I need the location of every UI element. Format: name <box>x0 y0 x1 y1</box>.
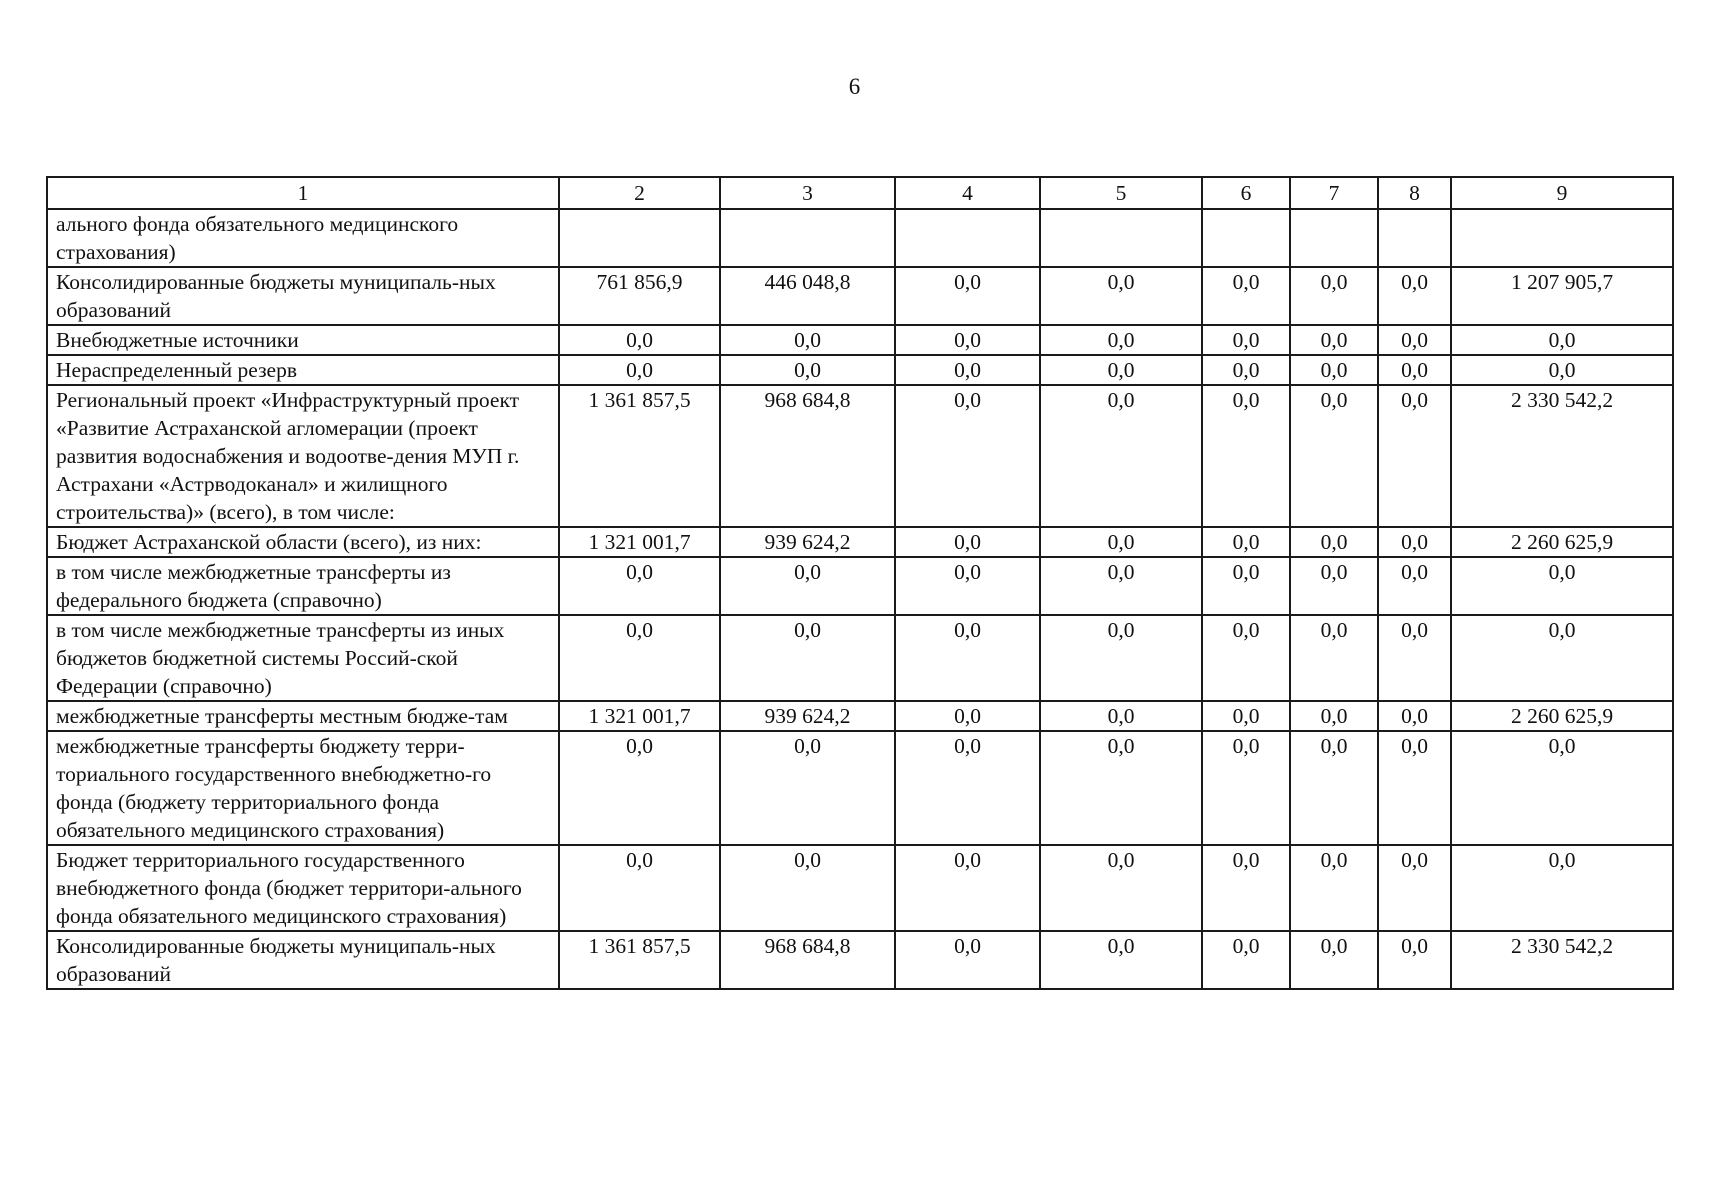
value-cell-col-3: 446 048,8 <box>720 267 895 325</box>
value-cell-col-9: 2 260 625,9 <box>1451 701 1673 731</box>
table-row <box>47 931 1673 989</box>
value-cell-col-2: 0,0 <box>559 731 720 845</box>
value-cell-col-5: 0,0 <box>1040 355 1202 385</box>
value-cell-col-7: 0,0 <box>1290 615 1378 701</box>
column-header: 9 <box>1451 177 1673 209</box>
budget-table <box>46 176 1674 990</box>
table-row <box>47 731 1673 845</box>
value-cell-col-7: 0,0 <box>1290 731 1378 845</box>
table-row <box>47 355 1673 385</box>
value-cell-col-4: 0,0 <box>895 385 1040 527</box>
row-label: межбюджетные трансферты бюджету терри-ториального государственного внебюджетно-го фонда (бюджету территориального фонда обязательного медицинского страхования) <box>47 731 559 845</box>
value-cell-col-9: 2 260 625,9 <box>1451 527 1673 557</box>
row-label: в том числе межбюджетные трансферты из федерального бюджета (справочно) <box>47 557 559 615</box>
value-cell-col-5: 0,0 <box>1040 267 1202 325</box>
value-cell-col-3: 939 624,2 <box>720 701 895 731</box>
value-cell-col-6: 0,0 <box>1202 731 1290 845</box>
value-cell-col-6 <box>1202 209 1290 267</box>
value-cell-col-8: 0,0 <box>1378 845 1451 931</box>
value-cell-col-8: 0,0 <box>1378 385 1451 527</box>
value-cell-col-9: 0,0 <box>1451 355 1673 385</box>
value-cell-col-2: 0,0 <box>559 355 720 385</box>
row-label: межбюджетные трансферты местным бюдже-там <box>47 701 559 731</box>
table-row <box>47 267 1673 325</box>
row-label: Консолидированные бюджеты муниципаль-ных образований <box>47 931 559 989</box>
row-label: Нераспределенный резерв <box>47 355 559 385</box>
table-row <box>47 557 1673 615</box>
value-cell-col-3 <box>720 209 895 267</box>
value-cell-col-4: 0,0 <box>895 325 1040 355</box>
value-cell-col-2: 1 321 001,7 <box>559 527 720 557</box>
value-cell-col-9 <box>1451 209 1673 267</box>
value-cell-col-2: 1 321 001,7 <box>559 701 720 731</box>
value-cell-col-4: 0,0 <box>895 557 1040 615</box>
table-row <box>47 209 1673 267</box>
table-row <box>47 701 1673 731</box>
table-row <box>47 845 1673 931</box>
value-cell-col-5 <box>1040 209 1202 267</box>
value-cell-col-5: 0,0 <box>1040 731 1202 845</box>
value-cell-col-2: 761 856,9 <box>559 267 720 325</box>
value-cell-col-6: 0,0 <box>1202 845 1290 931</box>
value-cell-col-5: 0,0 <box>1040 527 1202 557</box>
value-cell-col-9: 0,0 <box>1451 557 1673 615</box>
table-body <box>47 209 1673 989</box>
value-cell-col-9: 2 330 542,2 <box>1451 385 1673 527</box>
value-cell-col-3: 939 624,2 <box>720 527 895 557</box>
value-cell-col-4: 0,0 <box>895 527 1040 557</box>
column-header: 1 <box>47 177 559 209</box>
table-row <box>47 527 1673 557</box>
value-cell-col-2: 0,0 <box>559 325 720 355</box>
value-cell-col-7: 0,0 <box>1290 385 1378 527</box>
value-cell-col-4: 0,0 <box>895 701 1040 731</box>
value-cell-col-9: 0,0 <box>1451 325 1673 355</box>
value-cell-col-8: 0,0 <box>1378 267 1451 325</box>
value-cell-col-7: 0,0 <box>1290 267 1378 325</box>
value-cell-col-6: 0,0 <box>1202 615 1290 701</box>
value-cell-col-8: 0,0 <box>1378 701 1451 731</box>
value-cell-col-7: 0,0 <box>1290 845 1378 931</box>
value-cell-col-8 <box>1378 209 1451 267</box>
value-cell-col-8: 0,0 <box>1378 731 1451 845</box>
value-cell-col-7: 0,0 <box>1290 931 1378 989</box>
table-row <box>47 325 1673 355</box>
value-cell-col-5: 0,0 <box>1040 325 1202 355</box>
value-cell-col-3: 0,0 <box>720 557 895 615</box>
value-cell-col-8: 0,0 <box>1378 615 1451 701</box>
value-cell-col-3: 968 684,8 <box>720 931 895 989</box>
value-cell-col-6: 0,0 <box>1202 385 1290 527</box>
value-cell-col-6: 0,0 <box>1202 267 1290 325</box>
value-cell-col-4 <box>895 209 1040 267</box>
value-cell-col-2: 0,0 <box>559 845 720 931</box>
value-cell-col-7: 0,0 <box>1290 355 1378 385</box>
column-header: 5 <box>1040 177 1202 209</box>
row-label: в том числе межбюджетные трансферты из иных бюджетов бюджетной системы Россий-ской Федерации (справочно) <box>47 615 559 701</box>
value-cell-col-6: 0,0 <box>1202 931 1290 989</box>
value-cell-col-3: 0,0 <box>720 355 895 385</box>
value-cell-col-7: 0,0 <box>1290 557 1378 615</box>
value-cell-col-9: 0,0 <box>1451 615 1673 701</box>
header-row <box>47 177 1673 209</box>
value-cell-col-3: 0,0 <box>720 615 895 701</box>
value-cell-col-7: 0,0 <box>1290 325 1378 355</box>
value-cell-col-5: 0,0 <box>1040 385 1202 527</box>
value-cell-col-4: 0,0 <box>895 731 1040 845</box>
value-cell-col-5: 0,0 <box>1040 845 1202 931</box>
value-cell-col-8: 0,0 <box>1378 355 1451 385</box>
row-label: Бюджет территориального государственного внебюджетного фонда (бюджет территори-ального фонда обязательного медицинского страхования) <box>47 845 559 931</box>
column-header: 7 <box>1290 177 1378 209</box>
column-header: 3 <box>720 177 895 209</box>
table-row <box>47 385 1673 527</box>
value-cell-col-6: 0,0 <box>1202 325 1290 355</box>
value-cell-col-5: 0,0 <box>1040 701 1202 731</box>
value-cell-col-4: 0,0 <box>895 845 1040 931</box>
value-cell-col-3: 0,0 <box>720 845 895 931</box>
value-cell-col-3: 968 684,8 <box>720 385 895 527</box>
value-cell-col-5: 0,0 <box>1040 615 1202 701</box>
value-cell-col-8: 0,0 <box>1378 527 1451 557</box>
page-number: 6 <box>848 74 861 99</box>
row-label: ального фонда обязательного медицинского страхования) <box>47 209 559 267</box>
value-cell-col-2 <box>559 209 720 267</box>
column-header: 6 <box>1202 177 1290 209</box>
value-cell-col-2: 1 361 857,5 <box>559 931 720 989</box>
value-cell-col-6: 0,0 <box>1202 527 1290 557</box>
value-cell-col-4: 0,0 <box>895 931 1040 989</box>
row-label: Региональный проект «Инфраструктурный проект «Развитие Астраханской агломерации (проект развития водоснабжения и водоотве-дения МУП г. Астрахани «Астрводоканал» и жилищного строительства)» (всего), в том числе: <box>47 385 559 527</box>
value-cell-col-7 <box>1290 209 1378 267</box>
value-cell-col-7: 0,0 <box>1290 527 1378 557</box>
value-cell-col-3: 0,0 <box>720 731 895 845</box>
column-header: 2 <box>559 177 720 209</box>
value-cell-col-5: 0,0 <box>1040 931 1202 989</box>
value-cell-col-8: 0,0 <box>1378 557 1451 615</box>
value-cell-col-6: 0,0 <box>1202 701 1290 731</box>
value-cell-col-8: 0,0 <box>1378 325 1451 355</box>
value-cell-col-2: 0,0 <box>559 557 720 615</box>
value-cell-col-9: 0,0 <box>1451 845 1673 931</box>
value-cell-col-4: 0,0 <box>895 615 1040 701</box>
value-cell-col-2: 1 361 857,5 <box>559 385 720 527</box>
row-label: Внебюджетные источники <box>47 325 559 355</box>
value-cell-col-4: 0,0 <box>895 355 1040 385</box>
value-cell-col-6: 0,0 <box>1202 355 1290 385</box>
value-cell-col-2: 0,0 <box>559 615 720 701</box>
value-cell-col-8: 0,0 <box>1378 931 1451 989</box>
value-cell-col-4: 0,0 <box>895 267 1040 325</box>
row-label: Консолидированные бюджеты муниципаль-ных образований <box>47 267 559 325</box>
row-label: Бюджет Астраханской области (всего), из них: <box>47 527 559 557</box>
table-row <box>47 615 1673 701</box>
column-header: 8 <box>1378 177 1451 209</box>
value-cell-col-3: 0,0 <box>720 325 895 355</box>
value-cell-col-9: 2 330 542,2 <box>1451 931 1673 989</box>
value-cell-col-7: 0,0 <box>1290 701 1378 731</box>
value-cell-col-5: 0,0 <box>1040 557 1202 615</box>
value-cell-col-6: 0,0 <box>1202 557 1290 615</box>
column-header: 4 <box>895 177 1040 209</box>
value-cell-col-9: 0,0 <box>1451 731 1673 845</box>
value-cell-col-9: 1 207 905,7 <box>1451 267 1673 325</box>
